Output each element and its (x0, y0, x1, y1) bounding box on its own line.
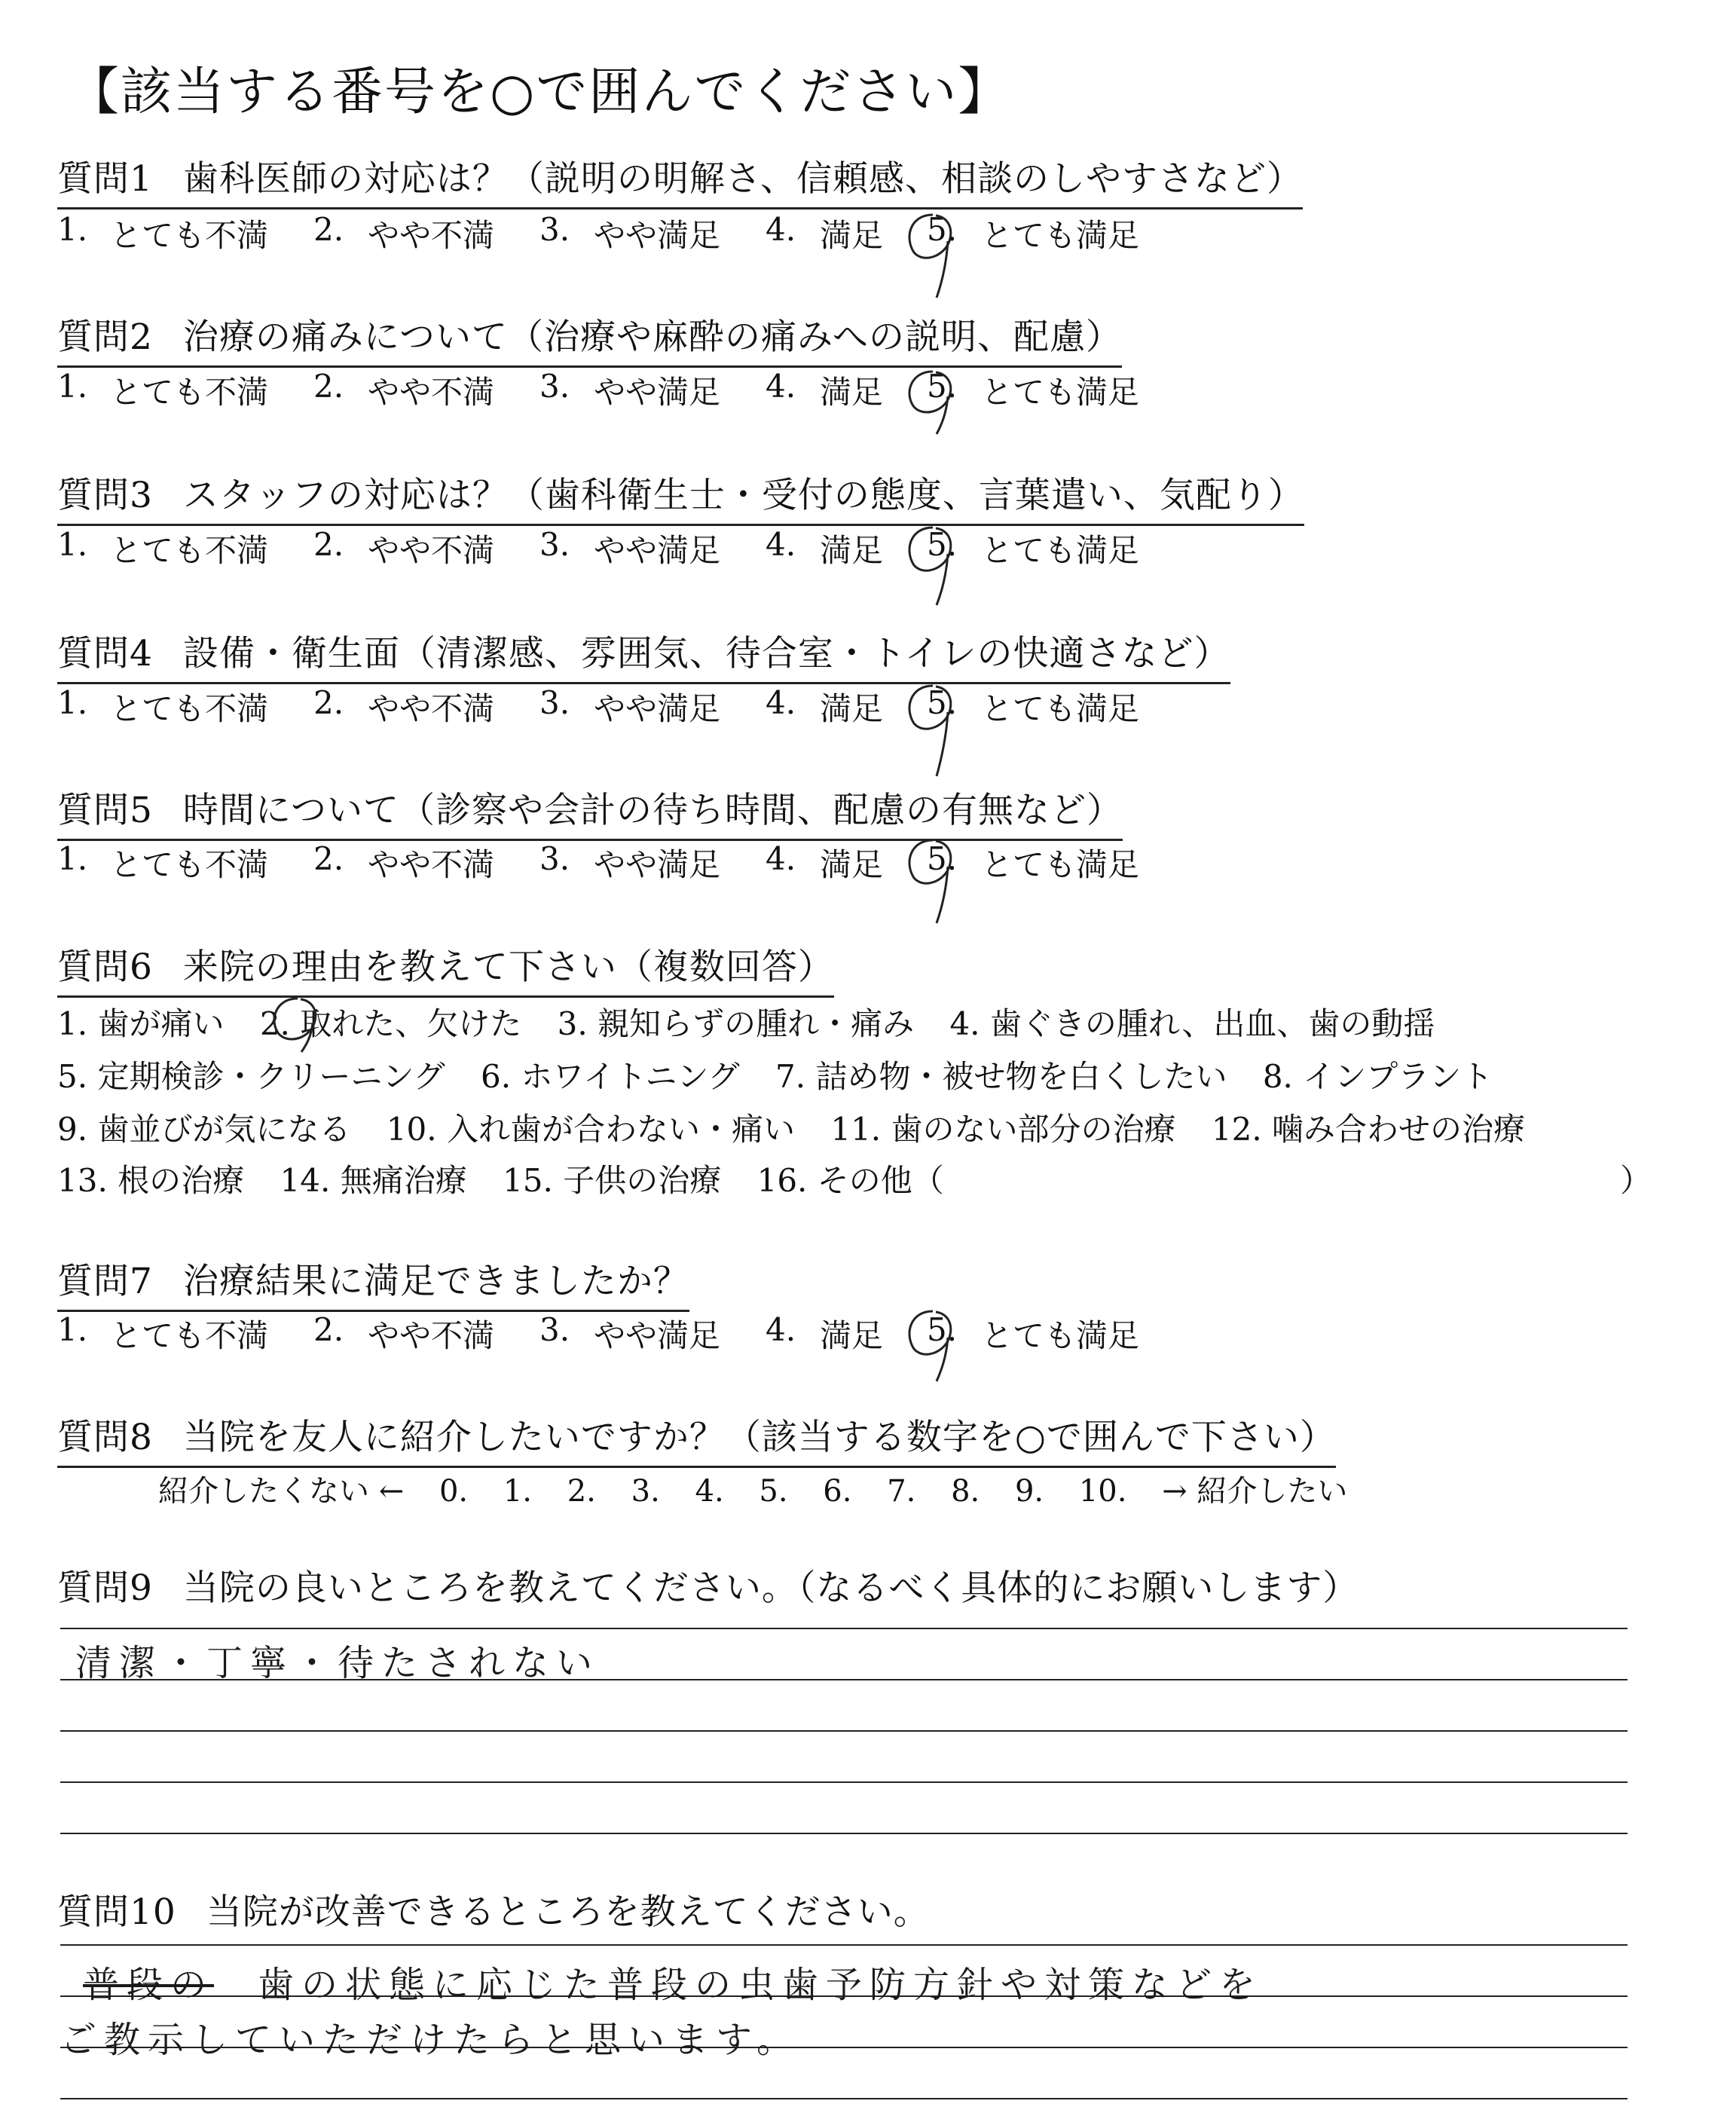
reason-number[interactable]: 8. (1262, 1058, 1293, 1095)
reason-label: 歯並びが気になる (97, 1111, 351, 1148)
option-label: とても不満 (110, 532, 269, 569)
reason-number[interactable]: 1. (57, 1005, 88, 1042)
option-label: とても不満 (110, 374, 269, 411)
option-number[interactable]: 2. (313, 840, 344, 877)
option-number[interactable]: 1. (57, 840, 88, 877)
scale-left-label: 紹介したくない ← (158, 1474, 405, 1509)
scale-number[interactable]: 8. (951, 1474, 980, 1509)
option-label: とても不満 (110, 846, 269, 883)
question-text: スタッフの対応は？（歯科衛生士・受付の態度、言葉遣い、気配り） (182, 475, 1304, 516)
question-4-options (57, 684, 1233, 729)
reason-label: ホワイトニング (521, 1058, 740, 1095)
question-text: 当院を友人に紹介したいですか？（該当する数字を○で囲んで下さい） (182, 1417, 1336, 1458)
reason-number[interactable]: 13. (57, 1162, 108, 1199)
selection-circle-q7 (903, 1307, 963, 1386)
answer-9-handwriting[interactable]: 清潔・丁寧・待たされない (75, 1642, 601, 1684)
question-number: 質問3 (57, 475, 153, 516)
writing-line (60, 1833, 1628, 1834)
reason-number[interactable]: 14. (280, 1162, 331, 1199)
option-number[interactable]: 4. (766, 368, 796, 405)
option-number[interactable]: 5. (927, 526, 958, 563)
option-label: 満足 (820, 217, 884, 254)
reason-label: 無痛治療 (340, 1162, 467, 1199)
scale-number[interactable]: 0. (439, 1474, 469, 1509)
question-text: 当院が改善できるところを教えてください。 (206, 1891, 930, 1933)
question-5-heading (57, 782, 1123, 841)
scale-number[interactable]: 9. (1014, 1474, 1044, 1509)
option-label: やや不満 (368, 374, 495, 411)
reason-row-2 (57, 1052, 1518, 1097)
option-number[interactable]: 3. (539, 368, 570, 405)
option-label: やや不満 (368, 217, 495, 254)
option-label: とても満足 (981, 532, 1140, 569)
reason-label: 取れた、欠けた (300, 1005, 522, 1042)
selection-circle-q3 (903, 524, 963, 610)
option-number[interactable]: 5. (927, 1311, 958, 1348)
scale-number[interactable]: 10. (1078, 1474, 1127, 1509)
option-label: 満足 (820, 532, 884, 569)
selection-circle-q1 (903, 211, 963, 304)
reason-label: 根の治療 (118, 1162, 245, 1199)
scale-number[interactable]: 1. (503, 1474, 533, 1509)
option-label: とても満足 (981, 690, 1140, 727)
option-number[interactable]: 2. (313, 526, 344, 563)
question-number: 質問6 (57, 946, 153, 988)
writing-line (60, 1628, 1628, 1629)
option-label: 満足 (820, 374, 884, 411)
option-number[interactable]: 2. (313, 1311, 344, 1348)
option-label: やや満足 (594, 217, 721, 254)
option-label: とても満足 (981, 846, 1140, 883)
question-6-heading (57, 939, 834, 998)
question-9-heading (57, 1560, 1359, 1616)
option-label: やや不満 (368, 1317, 495, 1354)
question-number: 質問8 (57, 1417, 153, 1458)
question-text: 当院の良いところを教えてください。（なるべく具体的にお願いします） (182, 1567, 1359, 1609)
option-number[interactable]: 1. (57, 211, 88, 248)
reason-number[interactable]: 16. (756, 1162, 808, 1199)
question-3-heading (57, 467, 1304, 526)
reason-number[interactable]: 4. (949, 1005, 980, 1042)
question-number: 質問5 (57, 790, 153, 831)
question-number: 質問4 (57, 633, 153, 674)
reason-label: 歯が痛い (97, 1005, 225, 1042)
question-text: 来院の理由を教えて下さい（複数回答） (182, 946, 834, 988)
writing-line (60, 2098, 1628, 2099)
question-2-heading (57, 309, 1122, 368)
option-label: とても不満 (110, 217, 269, 254)
option-number[interactable]: 4. (766, 840, 796, 877)
option-label: やや不満 (368, 846, 495, 883)
reason-number[interactable]: 9. (57, 1111, 88, 1148)
reason-label: 定期検診・クリーニング (97, 1058, 445, 1095)
scale-right-label: → 紹介したい (1162, 1474, 1348, 1509)
question-7-heading (57, 1253, 689, 1312)
option-number[interactable]: 4. (766, 684, 796, 721)
answer-10-line-1[interactable] (83, 1956, 1263, 2008)
question-text: 治療の痛みについて（治療や麻酔の痛みへの説明、配慮） (182, 316, 1123, 358)
writing-line (60, 1944, 1628, 1946)
selection-circle-q6 (267, 995, 328, 1058)
reason-label: 歯ぐきの腫れ、出血、歯の動揺 (989, 1005, 1435, 1042)
scale-number[interactable]: 4. (695, 1474, 724, 1509)
answer-10-line-2[interactable]: ご教示していただけたらと思います。 (60, 2019, 801, 2061)
reason-label: 子供の治療 (563, 1162, 722, 1199)
option-number[interactable]: 2. (313, 211, 344, 248)
option-number[interactable]: 1. (57, 368, 88, 405)
option-number[interactable]: 1. (57, 1311, 88, 1348)
question-number: 質問10 (57, 1891, 176, 1933)
reason-other-close: ） (1620, 1162, 1652, 1199)
option-label: やや満足 (594, 374, 721, 411)
question-text: 設備・衛生面（清潔感、雰囲気、待合室・トイレの快適さなど） (182, 633, 1230, 674)
reason-label: 入れ歯が合わない・痛い (446, 1111, 795, 1148)
option-label: やや満足 (594, 532, 721, 569)
question-7-options (57, 1311, 1233, 1356)
option-number[interactable]: 5. (927, 840, 958, 877)
reason-row-3 (57, 1105, 1551, 1150)
question-text: 歯科医師の対応は？（説明の明解さ、信頼感、相談のしやすさなど） (182, 158, 1304, 200)
option-label: とても不満 (110, 690, 269, 727)
question-2-options (57, 368, 1233, 413)
reason-label: 歯のない部分の治療 (891, 1111, 1176, 1148)
question-5-options (57, 840, 1233, 885)
option-number[interactable]: 3. (539, 840, 570, 877)
page-title: 【該当する番号を○で囲んでください】 (68, 63, 1011, 122)
option-number[interactable]: 4. (766, 211, 796, 248)
option-label: とても満足 (981, 217, 1140, 254)
option-number[interactable]: 5. (927, 684, 958, 721)
recommend-scale (158, 1467, 1373, 1510)
option-number[interactable]: 3. (539, 1311, 570, 1348)
option-number[interactable]: 3. (539, 526, 570, 563)
question-3-options (57, 526, 1233, 571)
question-number: 質問7 (57, 1261, 153, 1302)
option-number[interactable]: 3. (539, 211, 570, 248)
reason-number[interactable]: 5. (57, 1058, 88, 1095)
option-number[interactable]: 3. (539, 684, 570, 721)
reason-number[interactable]: 15. (503, 1162, 553, 1199)
writing-line (60, 1730, 1628, 1732)
option-label: やや不満 (368, 532, 495, 569)
selection-circle-q2 (903, 368, 963, 439)
selection-circle-q4 (903, 682, 963, 783)
reason-label: その他（ (817, 1162, 944, 1199)
scale-number[interactable]: 6. (823, 1474, 852, 1509)
question-10-heading (57, 1884, 930, 1940)
reason-number[interactable]: 7. (775, 1058, 806, 1095)
option-label: とても満足 (981, 1317, 1140, 1354)
struck-text: 普段の (83, 1964, 215, 2006)
reason-label: 親知らずの腫れ・痛み (598, 1005, 915, 1042)
option-label: やや不満 (368, 690, 495, 727)
writing-line (60, 1781, 1628, 1783)
option-label: とても不満 (110, 1317, 269, 1354)
reason-label: インプラント (1303, 1058, 1493, 1095)
option-number[interactable]: 1. (57, 526, 88, 563)
option-number[interactable]: 4. (766, 526, 796, 563)
reason-row-4 (57, 1156, 970, 1201)
question-8-heading (57, 1409, 1336, 1468)
answer-text: 歯の状態に応じた普段の虫歯予防方針や対策などを (258, 1964, 1264, 2006)
option-label: 満足 (820, 690, 884, 727)
question-1-options (57, 211, 1233, 256)
option-number[interactable]: 5. (927, 211, 958, 248)
reason-number[interactable]: 10. (386, 1111, 437, 1148)
question-number: 質問9 (57, 1567, 153, 1609)
scale-number[interactable]: 7. (887, 1474, 916, 1509)
option-number[interactable]: 5. (927, 368, 958, 405)
reason-label: 詰め物・被せ物を白くしたい (815, 1058, 1227, 1095)
reason-number[interactable]: 6. (480, 1058, 512, 1095)
scale-number[interactable]: 5. (759, 1474, 788, 1509)
option-label: やや満足 (594, 1317, 721, 1354)
reason-number[interactable]: 3. (557, 1005, 588, 1042)
scale-number[interactable]: 2. (567, 1474, 596, 1509)
question-4-heading (57, 625, 1230, 684)
option-number[interactable]: 4. (766, 1311, 796, 1348)
option-number[interactable]: 2. (313, 368, 344, 405)
scale-number[interactable]: 3. (631, 1474, 660, 1509)
question-number: 質問1 (57, 158, 153, 200)
question-text: 治療結果に満足できましたか？ (182, 1261, 689, 1302)
option-label: 満足 (820, 1317, 884, 1354)
reason-number[interactable]: 12. (1211, 1111, 1262, 1148)
question-1-heading (57, 151, 1303, 209)
reason-number[interactable]: 11. (830, 1111, 882, 1148)
selection-circle-q5 (903, 836, 963, 930)
reason-number[interactable]: 2. (259, 1005, 290, 1042)
reason-label: 噛み合わせの治療 (1272, 1111, 1526, 1148)
option-label: やや満足 (594, 846, 721, 883)
option-number[interactable]: 1. (57, 684, 88, 721)
option-number[interactable]: 2. (313, 684, 344, 721)
option-label: とても満足 (981, 374, 1140, 411)
option-label: 満足 (820, 846, 884, 883)
option-label: やや満足 (594, 690, 721, 727)
question-text: 時間について（診察や会計の待ち時間、配慮の有無など） (182, 790, 1123, 831)
question-number: 質問2 (57, 316, 153, 358)
